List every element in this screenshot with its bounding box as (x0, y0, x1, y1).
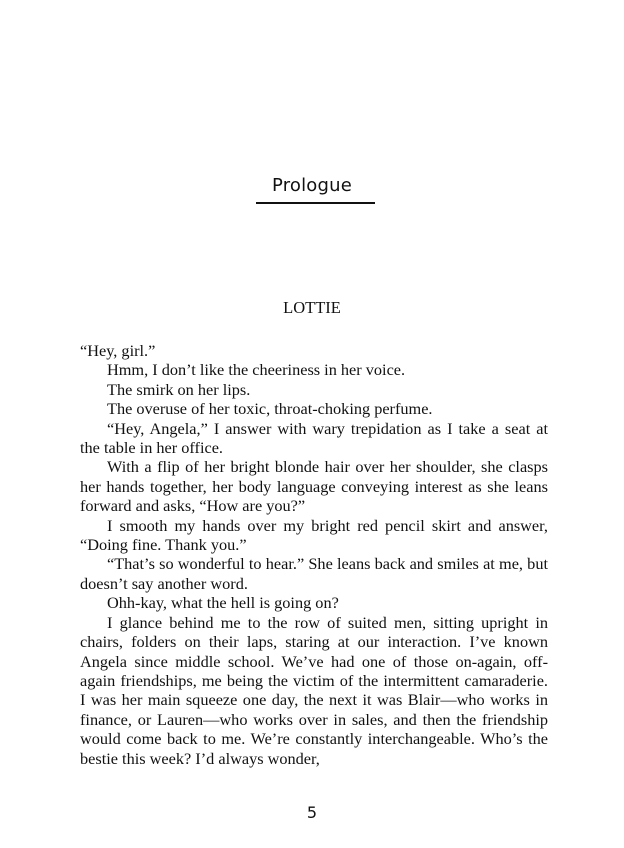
paragraph: “Hey, Angela,” I answer with wary trepidation as I take a seat at the table in her office. (80, 418, 548, 458)
paragraph: “That’s so wonderful to hear.” She leans back and smiles at me, but doesn’t say another word. (80, 554, 548, 593)
paragraph: The smirk on her lips. (107, 379, 251, 399)
chapter-title: Prologue (271, 175, 353, 196)
paragraph: The overuse of her toxic, throat-choking perfume. (107, 399, 433, 419)
paragraph: Ohh-kay, what the hell is going on? (107, 593, 339, 613)
paragraph: I glance behind me to the row of suited men, sitting upright in chairs, folders on their laps, staring at our interaction. I’ve known Angela since middle school. We’ve had one of those on-again, off-again friendships, me being the victim of the intermittent camaraderie. I was her main squeeze one day, the next it was Blair—who works in finance, or Lauren—who works over in sales, and then the friendship would come back to me. We’re constantly interchangeable. Who’s the bestie this week? I’d always wonder, (80, 612, 548, 768)
chapter-title-rule (256, 202, 375, 204)
page-number: 5 (306, 803, 318, 822)
body-text (80, 341, 548, 768)
pov-character-name: LOTTIE (283, 298, 341, 317)
paragraph: Hmm, I don’t like the cheeriness in her voice. (107, 360, 406, 380)
paragraph: I smooth my hands over my bright red pencil skirt and answer, “Doing fine. Thank you.” (80, 515, 548, 555)
paragraph: With a flip of her bright blonde hair over her shoulder, she clasps her hands together, her body language conveying interest as she leans forward and asks, “How are you?” (80, 457, 548, 516)
paragraph: “Hey, girl.” (80, 341, 156, 360)
